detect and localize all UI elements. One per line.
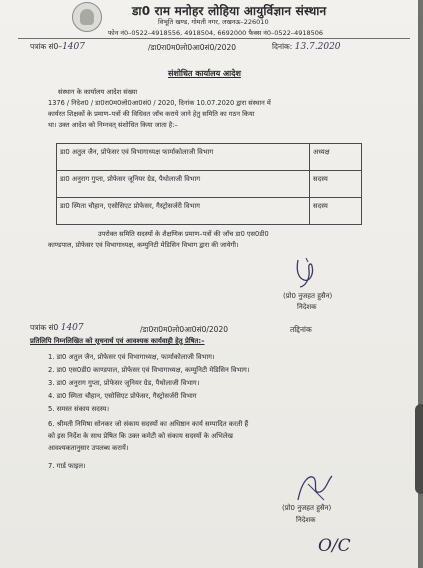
table-row bbox=[57, 171, 362, 198]
order2-patrank bbox=[30, 323, 84, 333]
patrank-label: पत्रांक सं0 bbox=[30, 323, 59, 332]
committee-table bbox=[56, 143, 362, 225]
director-signature bbox=[290, 470, 340, 508]
recipient-item: आवश्यकतानुसार उपलब्ध करायें। bbox=[48, 444, 129, 452]
institute-phone: फोन नं0–0522–4918556, 4918504, 6692000 फैक्स नं0–0522–4918506 bbox=[108, 29, 324, 37]
member-name: डा0 स्मिता चौहान, एसोसिएट प्रोफेसर, गैस्ट्रोसर्जरी विभाग bbox=[57, 198, 310, 225]
order1-para-line: संस्थान के कार्यालय आदेश संख्या bbox=[58, 88, 138, 96]
order1-date bbox=[272, 42, 341, 52]
order-title: संशोधित कार्यालय आदेश bbox=[168, 69, 241, 78]
member-role: अध्यक्ष bbox=[310, 144, 362, 171]
table-row bbox=[57, 144, 362, 171]
recipient-item: को इस निर्देश के साथ प्रेषित कि उक्त कमेटी को संकाय सदस्यों के अभिलेख bbox=[48, 432, 233, 440]
member-name: डा0 अतुल जैन, प्रोफेसर एवं विभागाध्यक्ष फार्माकोलाजी विभाग bbox=[57, 144, 310, 171]
patrank-label: पत्रांक सं0– bbox=[30, 42, 63, 51]
finger-shadow bbox=[415, 404, 423, 494]
signatory-title: निदेशक bbox=[296, 516, 316, 524]
order1-closing-line: काण्डपाल, प्रोफेसर एवं विभागाध्यक्ष, कम्युनिटी मेडिसिन विभाग द्वारा की जायेगी। bbox=[48, 241, 239, 249]
signatory-name: (प्रो0 नुजहत हुसैन) bbox=[283, 292, 333, 300]
copy-heading: प्रतिलिपि निम्नलिखित को सूचनार्थ एवं आवश्यक कार्यवाही हेतु प्रेषित:– bbox=[30, 337, 205, 345]
order1-closing-line: उपरोक्त समिति सदस्यों के शैक्षणिक प्रमाण–पत्रों की जाँच डा0 एस0डी0 bbox=[98, 230, 269, 238]
institute-address: विभूति खण्ड, गोमती नगर, लखनऊ–226010 bbox=[158, 18, 269, 26]
order1-para-line: था। उक्त आदेश को निम्नवत् संशोधित किया जाता है:– bbox=[48, 121, 178, 129]
order1-para-line: कार्यरत शिक्षकों के प्रमाण–पत्रों की विधिवत जाँच कराये जाने हेतु समिति का गठन किया bbox=[48, 110, 255, 118]
signatory-name: (प्रो0 नुजहत हुसैन) bbox=[282, 504, 332, 512]
director-signature bbox=[292, 256, 320, 290]
recipient-item: 3. डा0 अनुराग गुप्ता, प्रोफेसर जूनियर ग्रेड, पैथोलाजी विभाग। bbox=[48, 379, 200, 387]
patrank-number: 1407 bbox=[62, 42, 85, 52]
recipient-item: 7. गार्ड फाइल। bbox=[48, 462, 86, 470]
date-value: 13.7.2020 bbox=[294, 42, 341, 52]
institute-name: डा0 राम मनोहर लोहिया आयुर्विज्ञान संस्थान bbox=[132, 4, 327, 18]
order1-para-line: 1376 / निदेश0 / डा0रा0म0लो0आ0सं0 / 2020, दिनांक 10.07.2020 द्वारा संस्थान में bbox=[48, 99, 271, 107]
recipient-item: 2. डा0 एस0डी0 काण्डपाल, प्रोफेसर एवं विभागाध्यक्ष, कम्युनिटी मेडिसिन विभाग। bbox=[48, 366, 250, 374]
order2-date: तद्दिनांक bbox=[290, 325, 312, 334]
signatory-title: निदेशक bbox=[297, 303, 317, 311]
table-row bbox=[57, 198, 362, 225]
recipient-item: 6. श्रीमती निमिषा सोनकर जो संकाय सदस्यों का अधिष्ठान कार्य सम्पादित करती हैं bbox=[48, 420, 249, 428]
recipient-item: 1. डा0 अतुल जैन, प्रोफेसर एवं विभागाध्यक्ष, फार्माकोलाजी विभाग। bbox=[48, 353, 215, 361]
header-divider bbox=[18, 38, 410, 39]
recipient-item: 5. समस्त संकाय सदस्य। bbox=[48, 405, 110, 413]
order1-patrank bbox=[30, 42, 85, 52]
member-name: डा0 अनुराग गुप्ता, प्रोफेसर जूनियर ग्रेड, पैथोलाजी विभाग bbox=[57, 171, 310, 198]
member-role: सदस्य bbox=[310, 171, 362, 198]
patrank-number: 1407 bbox=[60, 323, 84, 333]
recipient-item: 4. डा0 स्मिता चौहान, एसोसिएट प्रोफेसर, गैस्ट्रोसर्जरी विभाग bbox=[48, 392, 197, 400]
order1-reference: /डा0रा0म0लो0आ0सं0/2020 bbox=[148, 43, 236, 52]
member-role: सदस्य bbox=[310, 198, 362, 225]
date-label: दिनांक: bbox=[272, 42, 293, 51]
order2-reference: /डा0रा0म0लो0आ0सं0/2020 bbox=[140, 325, 228, 334]
institute-emblem-icon bbox=[72, 2, 102, 32]
handwritten-annotation: O/C bbox=[318, 536, 351, 556]
